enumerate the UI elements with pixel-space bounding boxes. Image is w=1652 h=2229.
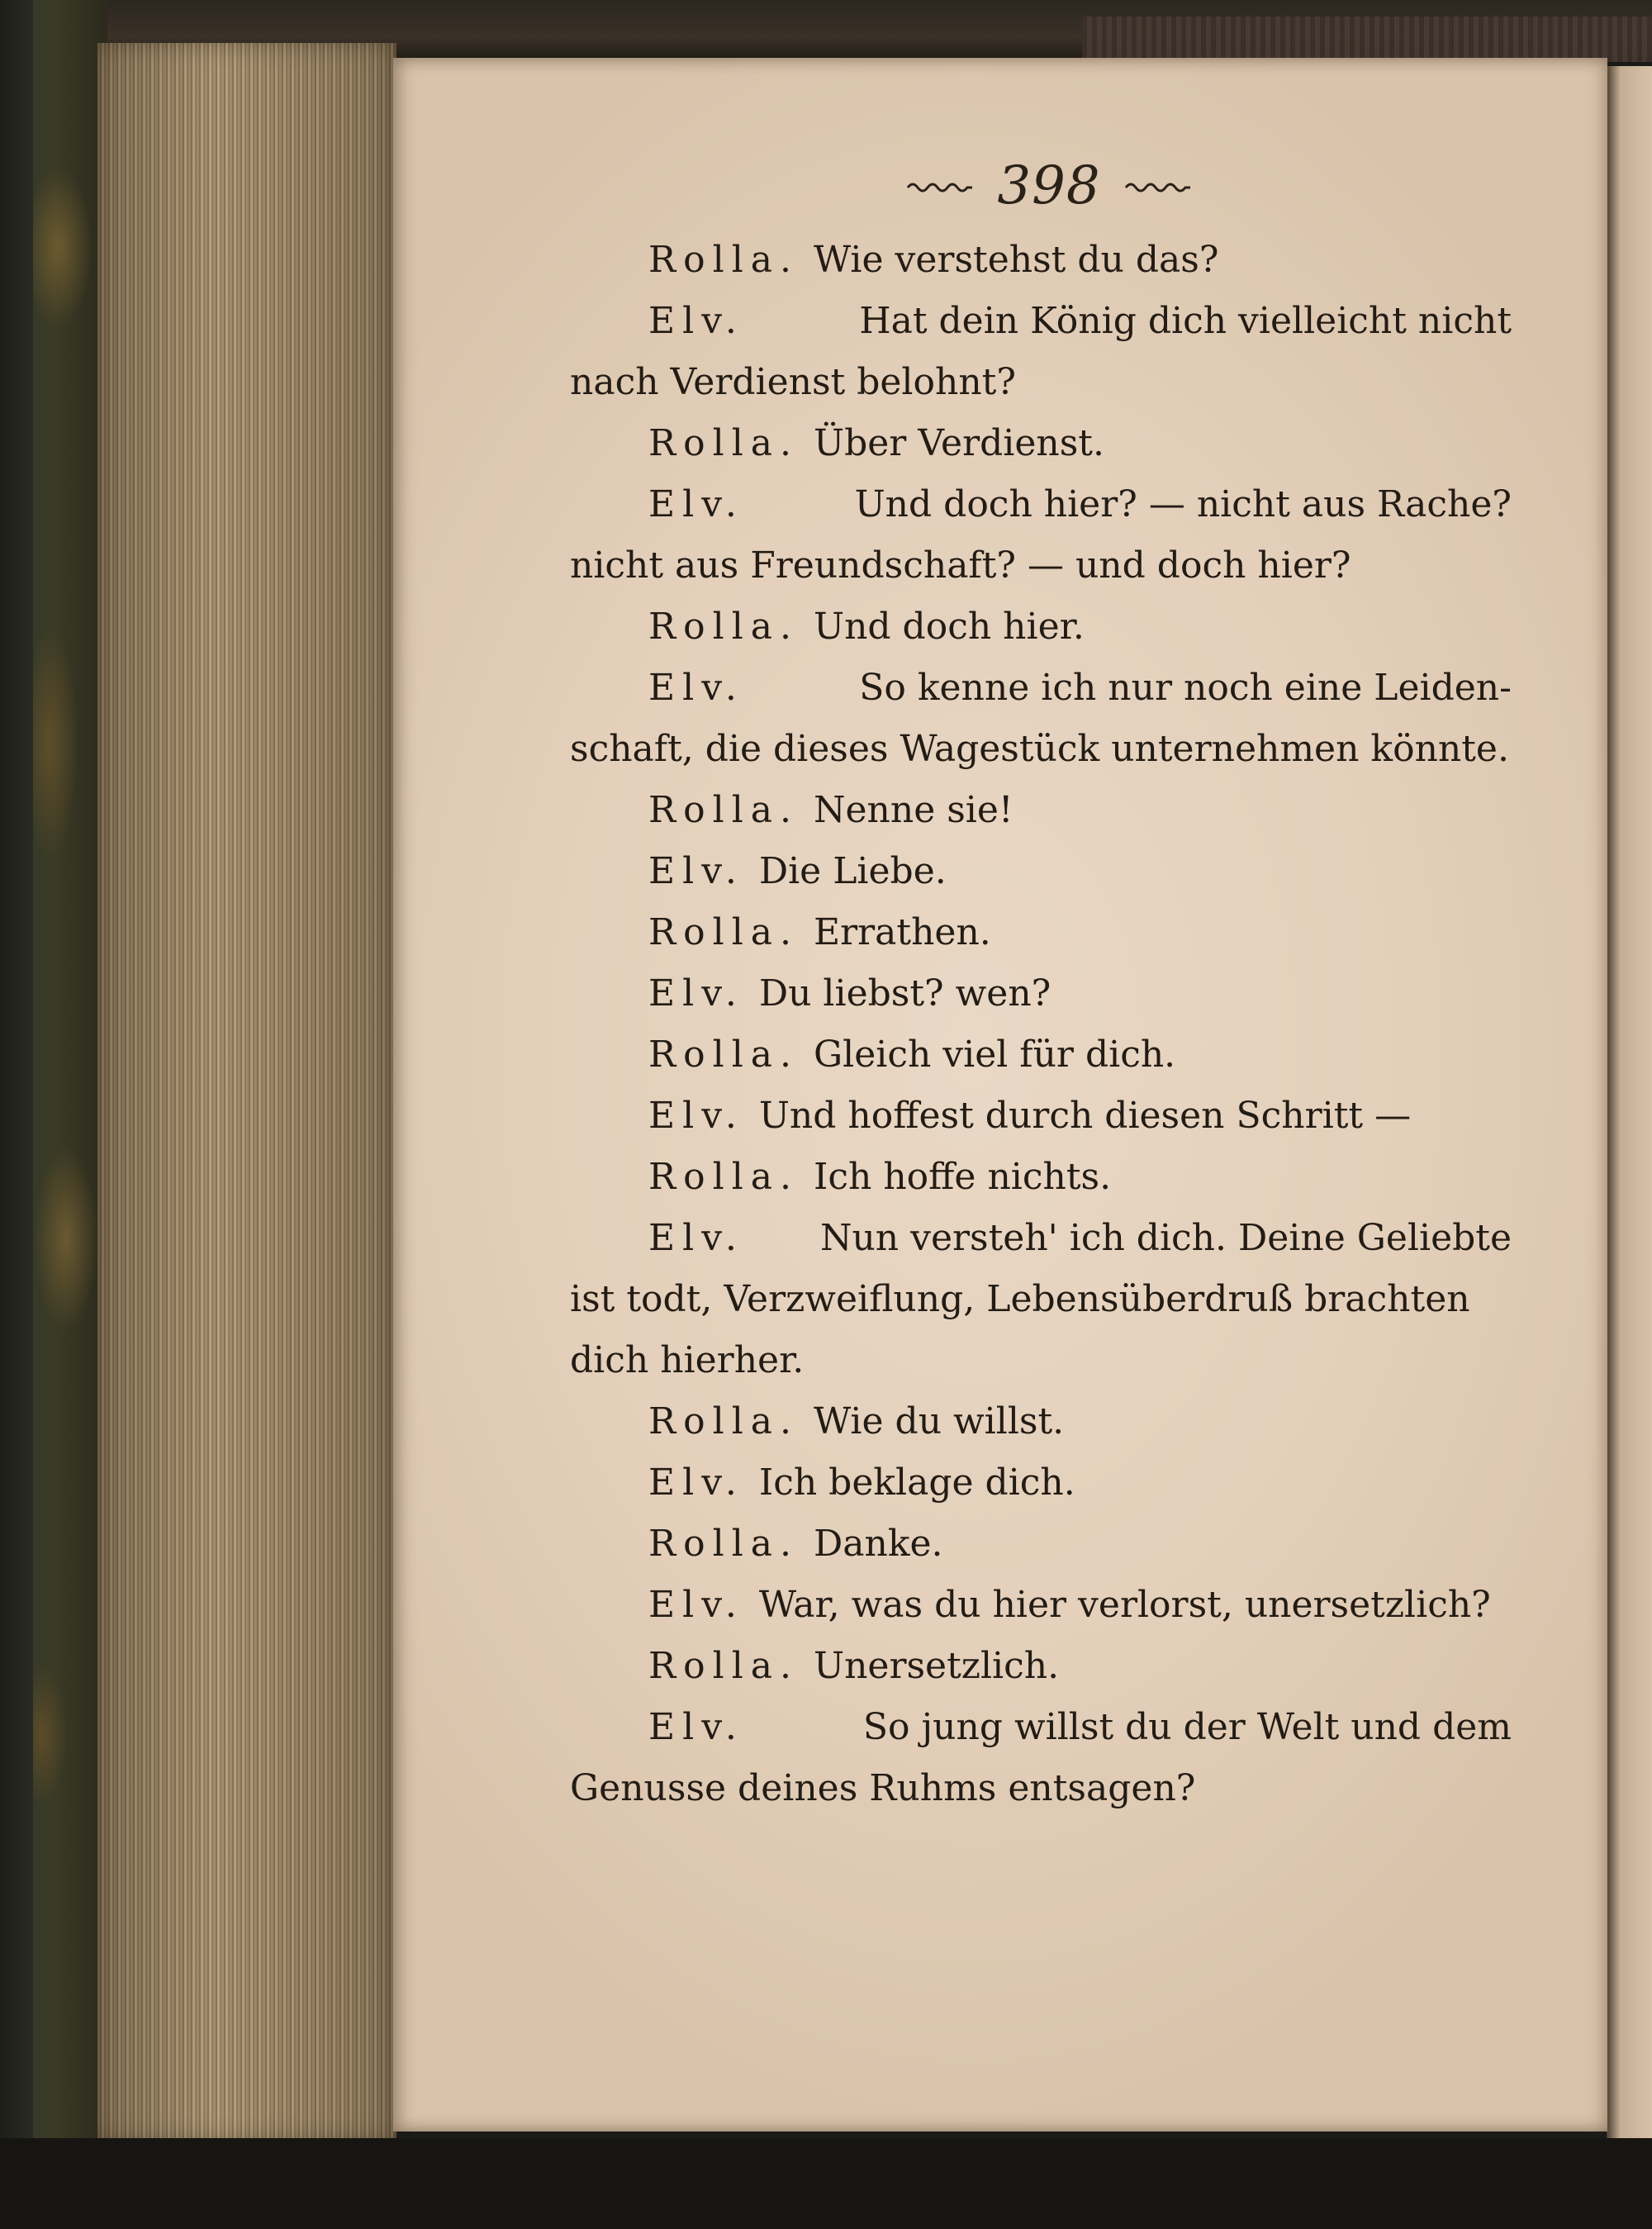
speaker-name: Elv. xyxy=(648,1706,744,1748)
speaker-name: Rolla. xyxy=(648,1523,799,1565)
speaker-name: Elv. xyxy=(648,972,744,1015)
dialogue-continuation xyxy=(570,352,1512,413)
dialogue-line xyxy=(570,841,1512,902)
dialogue-line xyxy=(570,413,1512,474)
dialogue-text xyxy=(570,230,1512,1819)
line-text: Nenne sie! xyxy=(813,789,1014,831)
dialogue-line xyxy=(570,1147,1512,1208)
speaker-name: Rolla. xyxy=(648,789,799,831)
dialogue-line xyxy=(570,291,1512,352)
running-header xyxy=(884,157,1214,215)
line-text: Ich hoffe nichts. xyxy=(813,1156,1112,1198)
speaker-name: Rolla. xyxy=(648,911,799,953)
dialogue-line xyxy=(570,902,1512,963)
dialogue-continuation xyxy=(570,1330,1512,1391)
speaker-name: Elv. xyxy=(648,1095,744,1137)
line-text: Hat dein König dich vielleicht nicht xyxy=(859,300,1512,342)
dialogue-line xyxy=(570,596,1512,658)
speaker-name: Rolla. xyxy=(648,1034,799,1076)
line-text: Die Liebe. xyxy=(758,850,947,892)
dialogue-line xyxy=(570,474,1512,535)
speaker-name: Elv. xyxy=(648,1217,744,1259)
dialogue-continuation xyxy=(570,719,1512,780)
line-text: nach Verdienst belohnt? xyxy=(570,361,1016,403)
wavy-dash-ornament-icon xyxy=(1124,178,1192,194)
line-text: Errathen. xyxy=(813,911,991,953)
dialogue-line xyxy=(570,780,1512,841)
speaker-name: Elv. xyxy=(648,483,744,525)
line-text: Und doch hier. xyxy=(813,606,1085,648)
dialogue-line xyxy=(570,1636,1512,1697)
dialogue-line xyxy=(570,658,1512,719)
speaker-name: Elv. xyxy=(648,1461,744,1504)
line-text: So kenne ich nur noch eine Leiden- xyxy=(859,667,1512,709)
dialogue-line xyxy=(570,963,1512,1024)
dialogue-line xyxy=(570,1208,1512,1269)
line-text: So jung willst du der Welt und dem xyxy=(862,1706,1512,1748)
dialogue-continuation xyxy=(570,1758,1512,1819)
line-text: Wie verstehst du das? xyxy=(813,239,1219,281)
line-text: Unersetzlich. xyxy=(813,1645,1060,1687)
speaker-name: Elv. xyxy=(648,850,744,892)
cover-cloth-band xyxy=(1082,17,1652,62)
line-text: Danke. xyxy=(813,1523,943,1565)
line-text: nicht aus Freundschaft? — und doch hier? xyxy=(570,544,1351,587)
wavy-dash-ornament-icon xyxy=(906,178,974,194)
line-text: Über Verdienst. xyxy=(813,422,1104,464)
line-text: schaft, die dieses Wagestück unternehmen könnte. xyxy=(570,728,1509,770)
line-text: Und doch hier? — nicht aus Rache? xyxy=(854,483,1512,525)
book-spine-edge xyxy=(0,0,33,2229)
page-number: 398 xyxy=(997,155,1101,216)
dialogue-line xyxy=(570,1514,1512,1575)
line-text: War, was du hier verlorst, unersetzlich? xyxy=(758,1584,1491,1626)
line-text: Und hoffest durch diesen Schritt — xyxy=(758,1095,1412,1137)
facing-page-edge xyxy=(1607,66,1652,2165)
speaker-name: Elv. xyxy=(648,300,744,342)
dialogue-line xyxy=(570,1024,1512,1086)
speaker-name: Rolla. xyxy=(648,1400,799,1442)
speaker-name: Elv. xyxy=(648,667,744,709)
line-text: Nun versteh' ich dich. Deine Geliebte xyxy=(819,1217,1512,1259)
line-text: Ich beklage dich. xyxy=(758,1461,1075,1504)
dialogue-line xyxy=(570,1086,1512,1147)
speaker-name: Rolla. xyxy=(648,422,799,464)
line-text: dich hierher. xyxy=(570,1339,805,1381)
dialogue-line xyxy=(570,1575,1512,1636)
speaker-name: Rolla. xyxy=(648,1645,799,1687)
dialogue-continuation xyxy=(570,1269,1512,1330)
line-text: Gleich viel für dich. xyxy=(813,1034,1176,1076)
dialogue-line xyxy=(570,230,1512,291)
line-text: Wie du willst. xyxy=(813,1400,1065,1442)
dialogue-line xyxy=(570,1391,1512,1452)
line-text: ist todt, Verzweiflung, Lebensüberdruß brachten xyxy=(570,1278,1470,1320)
dialogue-continuation xyxy=(570,535,1512,596)
scan-background xyxy=(0,2138,1652,2229)
speaker-name: Rolla. xyxy=(648,606,799,648)
page-block-shade xyxy=(97,43,393,2141)
line-text: Genusse deines Ruhms entsagen? xyxy=(570,1767,1196,1809)
line-text: Du liebst? wen? xyxy=(758,972,1051,1015)
speaker-name: Rolla. xyxy=(648,1156,799,1198)
speaker-name: Elv. xyxy=(648,1584,744,1626)
speaker-name: Rolla. xyxy=(648,239,799,281)
dialogue-line xyxy=(570,1697,1512,1758)
dialogue-line xyxy=(570,1452,1512,1514)
